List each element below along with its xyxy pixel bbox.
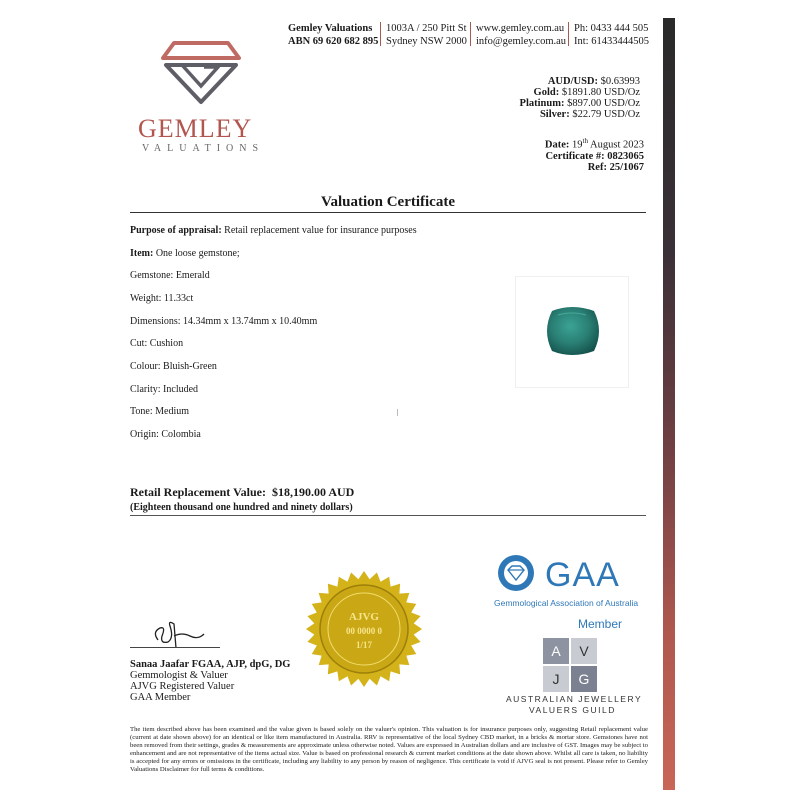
retail-value-label: Retail Replacement Value: — [130, 485, 266, 499]
ajvg-tile-g: G — [571, 666, 597, 692]
cert-number-label: Certificate #: — [545, 150, 605, 162]
silver-value: $22.79 USD/Oz — [572, 109, 640, 120]
cert-number: 0823065 — [607, 150, 644, 162]
clarity-field: Clarity: Included — [130, 384, 199, 395]
signer-role-1: Gemmologist & Valuer — [130, 670, 228, 681]
company-name: Gemley Valuations — [288, 23, 373, 34]
colour-field: Colour: Bluish-Green — [130, 361, 217, 372]
audusd-value: $0.63993 — [600, 76, 640, 87]
purpose-label: Purpose of appraisal: — [130, 225, 222, 236]
header-web — [476, 22, 566, 48]
header-separator — [568, 22, 569, 46]
address-line1: 1003A / 250 Pitt St — [386, 23, 467, 34]
ref-label: Ref: — [587, 161, 607, 173]
retail-divider — [130, 515, 646, 516]
signer-block — [130, 659, 290, 703]
weight-field: Weight: 11.33ct — [130, 293, 194, 304]
ajvg-tile-v: V — [571, 638, 597, 664]
item-value: One loose gemstone; — [155, 248, 240, 259]
seal-text-top: AJVG — [349, 611, 379, 623]
company-abn: ABN 69 620 682 895 — [288, 36, 379, 47]
seal-text-mid: 00 0000 0 — [346, 626, 382, 636]
purpose-row — [130, 225, 417, 236]
signer-role-3: GAA Member — [130, 692, 191, 703]
ajvg-gold-seal — [303, 568, 425, 690]
item-row — [130, 248, 240, 259]
date-day: 19 — [572, 139, 583, 151]
signature-line — [130, 647, 220, 648]
address-line2: Sydney NSW 2000 — [386, 36, 467, 47]
header-separator — [470, 22, 471, 46]
ajvg-tile-a: A — [543, 638, 569, 664]
retail-value-words: (Eighteen thousand one hundred and ninety dollars) — [130, 502, 353, 513]
item-label: Item: — [130, 248, 154, 259]
tone-field: Tone: Medium — [130, 406, 190, 417]
gemstone-photo — [515, 276, 629, 388]
member-label: Member — [578, 617, 623, 631]
stray-mark — [397, 409, 398, 416]
email-link[interactable]: info@gemley.com.au — [476, 36, 567, 47]
intl-phone-number: Int: 61433444505 — [574, 36, 649, 47]
origin-field: Origin: Colombia — [130, 429, 201, 440]
platinum-label: Platinum: — [519, 98, 565, 109]
cut-field: Cut: Cushion — [130, 338, 184, 349]
logo-subtitle: VALUATIONS — [142, 143, 265, 154]
website-link[interactable]: www.gemley.com.au — [476, 23, 565, 34]
date-label: Date: — [544, 139, 570, 151]
gold-label: Gold: — [533, 87, 560, 98]
certificate-info — [545, 136, 644, 173]
gold-value: $1891.80 USD/Oz — [561, 87, 640, 98]
page-title: Valuation Certificate — [320, 194, 455, 210]
emerald-image — [516, 277, 628, 387]
handwritten-signature — [148, 618, 208, 650]
logo-wordmark: GEMLEY — [138, 114, 253, 143]
date-suffix: th — [582, 137, 588, 145]
gemstone-field: Gemstone: Emerald — [130, 270, 210, 281]
gaa-acronym: GAA — [545, 556, 620, 594]
date-rest: August 2023 — [590, 139, 644, 151]
header-company — [288, 22, 378, 48]
purpose-value: Retail replacement value for insurance purposes — [224, 225, 417, 236]
header-address — [386, 22, 467, 48]
gaa-full-name: Gemmological Association of Australia — [494, 598, 639, 608]
ajvg-logo — [543, 638, 597, 692]
ajvg-tile-j: J — [543, 666, 569, 692]
retail-value-row — [130, 485, 354, 500]
platinum-value: $897.00 USD/Oz — [567, 98, 640, 109]
silver-label: Silver: — [539, 109, 570, 120]
title-divider — [130, 212, 646, 213]
signer-name: Sanaa Jaafar FGAA, AJP, dpG, DG — [130, 659, 291, 670]
disclaimer-text: The item described above has been examined and the value given is based solely on the valuer's opinion. This valuation is for insurance purposes only, suggesting Retail replacement value (current at date shown above) for an identical or like item manufactured in Australia. RRV is representative of the local Sydney CBD market, in a bricks & mortar store. Gemstones have not been removed from their settings, grades & measurements are approximate unless otherwise noted. Values are expressed in Australian dollars and are inclusive of GST. Images may be subject to enhancement and are not representative of the items actual size. Value is based on professional research & current market conditions at the date shown above. Whilst all care is taken, no liability is accepted for any errors or omissions in the certificate, including any liability to any person by reason of negligence. This certificate is void if AJVG seal is not present. Please refer to Gemley Valuations Disclaimer for full terms & conditions. — [130, 726, 648, 774]
ajvg-name-line2: VALUERS GUILD — [529, 705, 616, 715]
phone-number: Ph: 0433 444 505 — [574, 23, 649, 34]
ref-number: 25/1067 — [609, 161, 644, 173]
decorative-sidebar-bar — [663, 18, 675, 790]
retail-value-amount: $18,190.00 AUD — [271, 485, 355, 499]
gem-logo-icon — [160, 40, 242, 106]
exchange-rates — [520, 76, 640, 120]
audusd-label: AUD/USD: — [547, 76, 598, 87]
header-phone — [574, 22, 649, 48]
header-separator — [380, 22, 381, 46]
seal-text-low: 1/17 — [355, 640, 373, 650]
ajvg-name-line1: AUSTRALIAN JEWELLERY — [506, 694, 643, 704]
dimensions-field: Dimensions: 14.34mm x 13.74mm x 10.40mm — [130, 316, 318, 327]
gaa-emblem-icon — [494, 553, 540, 593]
signer-role-2: AJVG Registered Valuer — [130, 681, 235, 692]
